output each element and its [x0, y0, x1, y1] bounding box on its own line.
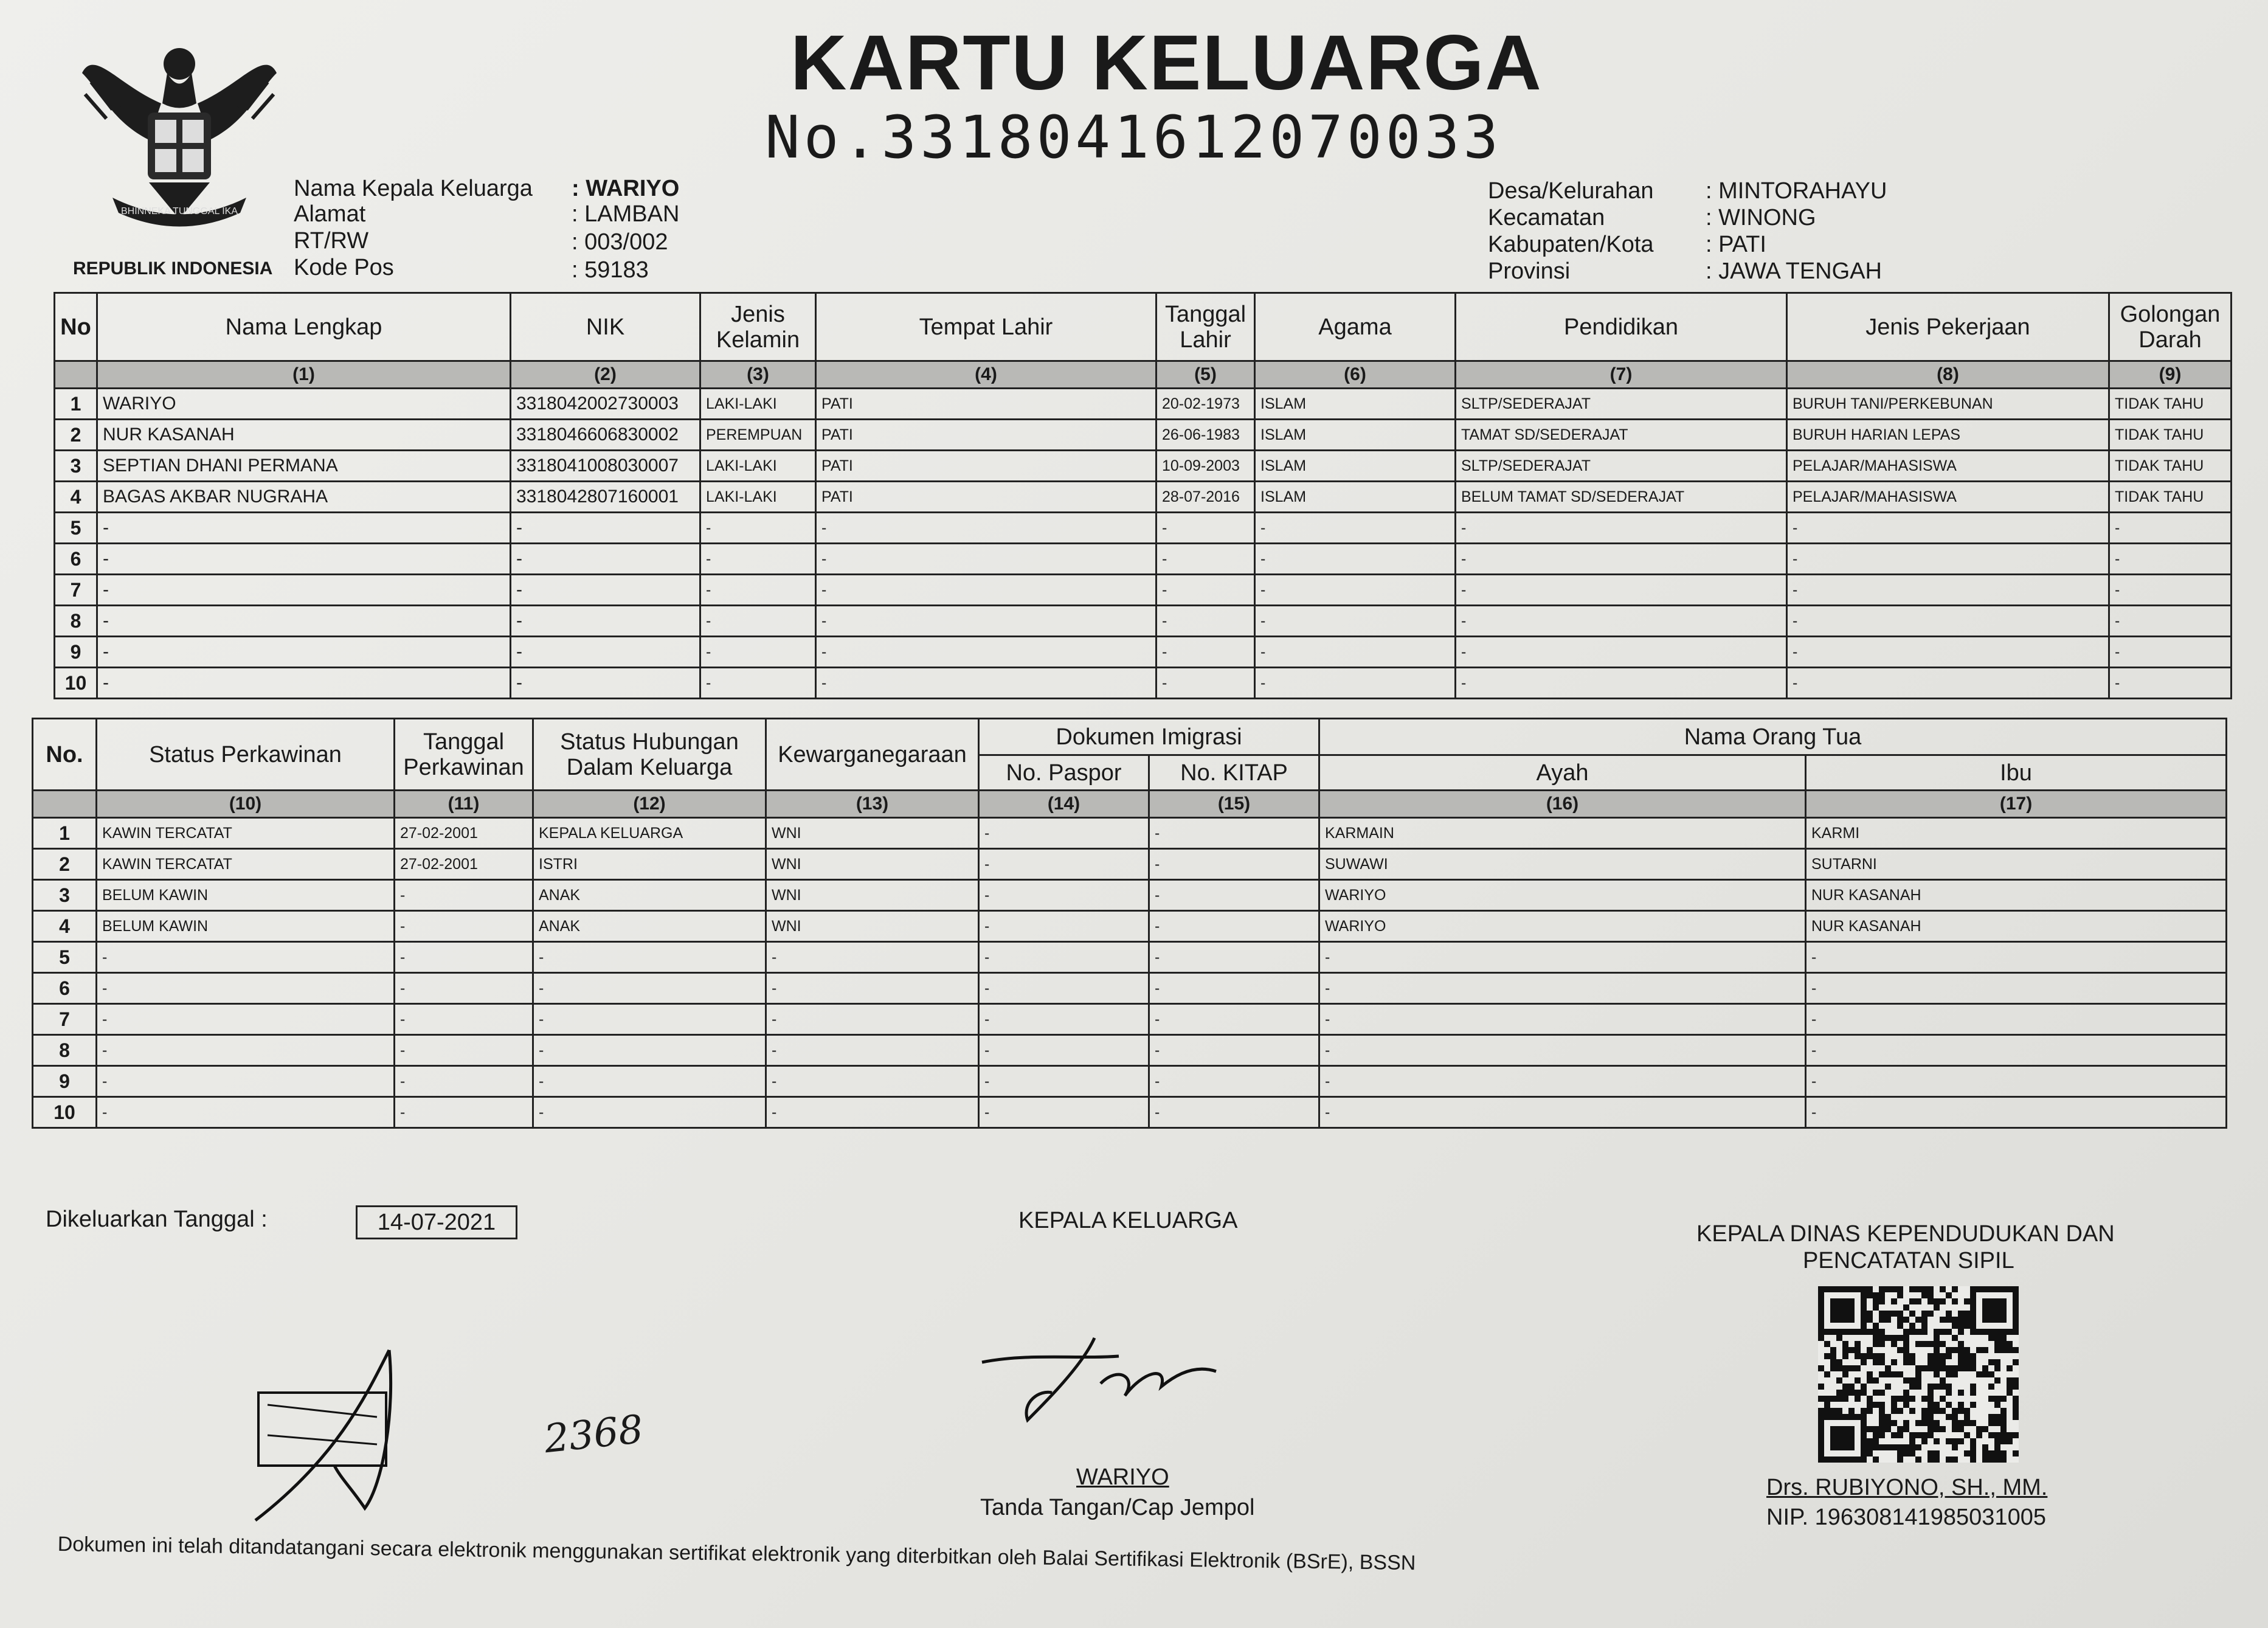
table-cell: -: [1319, 942, 1806, 973]
table-cell: ISLAM: [1255, 420, 1456, 451]
kk-head-caption: Tanda Tangan/Cap Jempol: [980, 1495, 1255, 1520]
table-cell: ISTRI: [533, 849, 766, 880]
table-row: [55, 513, 2232, 544]
members-table-body: [55, 389, 2232, 699]
table-cell: -: [766, 973, 979, 1004]
table-cell: -: [1787, 606, 2109, 637]
header-value: : WINONG: [1706, 205, 1816, 230]
official-nip: NIP. 196308141985031005: [1766, 1505, 2046, 1530]
table-cell: ISLAM: [1255, 389, 1456, 420]
col-header: Jenis Kelamin: [700, 293, 816, 361]
col-header: Tanggal Lahir: [1156, 293, 1255, 361]
table-cell: -: [1149, 818, 1319, 849]
table-cell: -: [1156, 575, 1255, 606]
col-header: Agama: [1255, 293, 1456, 361]
table-cell: -: [1806, 1035, 2227, 1066]
header-value: : 003/002: [572, 229, 668, 255]
col-number: (2): [511, 361, 700, 389]
table-cell: -: [1319, 1004, 1806, 1035]
table-cell: 10-09-2003: [1156, 451, 1255, 482]
table-cell: SUTARNI: [1806, 849, 2227, 880]
table-cell: -: [979, 911, 1149, 942]
row-number: 10: [55, 668, 97, 699]
col-header: Nama Lengkap: [97, 293, 511, 361]
table-cell: -: [1255, 637, 1456, 668]
table-cell: -: [979, 1035, 1149, 1066]
family-status-table: [32, 718, 2227, 1129]
table-cell: -: [816, 575, 1156, 606]
table-cell: -: [1319, 1035, 1806, 1066]
col-header: No: [55, 293, 97, 361]
row-number: 9: [33, 1066, 97, 1097]
table-cell: -: [97, 942, 395, 973]
table-cell: -: [1787, 637, 2109, 668]
table-cell: -: [1255, 606, 1456, 637]
table-cell: -: [1149, 880, 1319, 911]
row-number: 4: [33, 911, 97, 942]
table-cell: WNI: [766, 849, 979, 880]
table-cell: -: [1156, 637, 1255, 668]
table-row: [33, 1035, 2227, 1066]
table-cell: -: [1255, 513, 1456, 544]
table-cell: 3318042807160001: [511, 482, 700, 513]
table-cell: -: [1149, 973, 1319, 1004]
table-cell: -: [1806, 942, 2227, 973]
table-row: [55, 544, 2232, 575]
table-cell: -: [533, 1066, 766, 1097]
table-cell: PELAJAR/MAHASISWA: [1787, 451, 2109, 482]
header-label: Alamat: [294, 201, 366, 227]
table-row: [33, 911, 2227, 942]
table-row: [33, 1004, 2227, 1035]
table-cell: -: [1149, 1004, 1319, 1035]
svg-text:BHINNEKA TUNGGAL IKA: BHINNEKA TUNGGAL IKA: [120, 206, 238, 216]
family-status-table-body: [33, 818, 2227, 1128]
row-number: 3: [55, 451, 97, 482]
table-cell: -: [533, 1035, 766, 1066]
table-cell: TAMAT SD/SEDERAJAT: [1456, 420, 1787, 451]
row-number: 5: [55, 513, 97, 544]
table-cell: BELUM KAWIN: [97, 880, 395, 911]
table-cell: -: [1787, 513, 2109, 544]
table-cell: PATI: [816, 451, 1156, 482]
col-header: Ayah: [1319, 755, 1806, 791]
table-cell: KARMAIN: [1319, 818, 1806, 849]
col-number: (9): [2109, 361, 2232, 389]
col-header: Ibu: [1806, 755, 2227, 791]
kk-head-name: WARIYO: [1076, 1464, 1169, 1490]
row-number: 1: [33, 818, 97, 849]
col-header: Kewarganegaraan: [766, 719, 979, 791]
table-cell: -: [1787, 668, 2109, 699]
table-cell: -: [700, 513, 816, 544]
header-label: RT/RW: [294, 228, 369, 254]
table-cell: -: [766, 1004, 979, 1035]
col-header: Tanggal Perkawinan: [395, 719, 533, 791]
table-cell: WARIYO: [1319, 880, 1806, 911]
col-number: (15): [1149, 791, 1319, 818]
table-cell: TIDAK TAHU: [2109, 389, 2232, 420]
table-cell: 26-06-1983: [1156, 420, 1255, 451]
table-row: [33, 1097, 2227, 1128]
row-number: 3: [33, 880, 97, 911]
table-row: [33, 880, 2227, 911]
col-number: (7): [1456, 361, 1787, 389]
table-cell: -: [1255, 544, 1456, 575]
table-cell: BELUM TAMAT SD/SEDERAJAT: [1456, 482, 1787, 513]
table-cell: -: [2109, 575, 2232, 606]
table-cell: -: [1456, 606, 1787, 637]
table-cell: -: [395, 1097, 533, 1128]
header-label: Kecamatan: [1488, 205, 1605, 230]
table-cell: -: [97, 544, 511, 575]
members-table: [54, 292, 2232, 699]
table-cell: -: [816, 606, 1156, 637]
table-cell: KAWIN TERCATAT: [97, 849, 395, 880]
table-cell: -: [1156, 513, 1255, 544]
table-cell: -: [1255, 575, 1456, 606]
table-cell: -: [1319, 1066, 1806, 1097]
table-cell: -: [1149, 1097, 1319, 1128]
table-cell: -: [766, 942, 979, 973]
table-cell: -: [2109, 513, 2232, 544]
qr-code-icon: [1818, 1286, 2019, 1463]
table-cell: -: [700, 637, 816, 668]
table-cell: -: [816, 668, 1156, 699]
table-cell: -: [979, 849, 1149, 880]
table-cell: -: [816, 513, 1156, 544]
official-name: Drs. RUBIYONO, SH., MM.: [1766, 1475, 2048, 1500]
col-number: [55, 361, 97, 389]
issued-label: Dikeluarkan Tanggal :: [46, 1207, 268, 1232]
table-cell: -: [816, 544, 1156, 575]
table-cell: -: [979, 880, 1149, 911]
table-cell: -: [766, 1066, 979, 1097]
table-cell: -: [1456, 668, 1787, 699]
table-cell: -: [395, 911, 533, 942]
table-cell: -: [97, 1035, 395, 1066]
col-number: (10): [97, 791, 395, 818]
table-cell: -: [511, 668, 700, 699]
table-row: [33, 818, 2227, 849]
kk-number: No.3318041612070033: [765, 103, 1502, 171]
col-number: (1): [97, 361, 511, 389]
table-row: [55, 451, 2232, 482]
table-cell: -: [533, 942, 766, 973]
table-cell: KEPALA KELUARGA: [533, 818, 766, 849]
table-cell: PATI: [816, 389, 1156, 420]
table-cell: WARIYO: [1319, 911, 1806, 942]
table-cell: TIDAK TAHU: [2109, 420, 2232, 451]
table-cell: NUR KASANAH: [1806, 911, 2227, 942]
table-cell: -: [816, 637, 1156, 668]
table-cell: KARMI: [1806, 818, 2227, 849]
table-cell: -: [97, 1097, 395, 1128]
table-cell: -: [395, 1004, 533, 1035]
table-cell: WARIYO: [97, 389, 511, 420]
col-header: No. Paspor: [979, 755, 1149, 791]
table-cell: ANAK: [533, 880, 766, 911]
header-value: : PATI: [1706, 232, 1766, 257]
table-cell: -: [979, 1066, 1149, 1097]
table-cell: -: [1156, 544, 1255, 575]
table-cell: -: [700, 668, 816, 699]
table-cell: -: [700, 606, 816, 637]
table-cell: BELUM KAWIN: [97, 911, 395, 942]
table-cell: ANAK: [533, 911, 766, 942]
official-title-1: KEPALA DINAS KEPENDUDUKAN DAN: [1696, 1221, 2115, 1247]
table-cell: -: [979, 818, 1149, 849]
header-value: : 59183: [572, 257, 649, 283]
table-cell: -: [97, 668, 511, 699]
table-cell: KAWIN TERCATAT: [97, 818, 395, 849]
col-number: (11): [395, 791, 533, 818]
document-title: KARTU KELUARGA: [790, 19, 1543, 106]
issued-date: 14-07-2021: [356, 1205, 517, 1239]
table-cell: 20-02-1973: [1156, 389, 1255, 420]
table-row: [55, 420, 2232, 451]
table-cell: -: [1319, 973, 1806, 1004]
table-cell: -: [1806, 1066, 2227, 1097]
table-cell: -: [979, 1097, 1149, 1128]
table-row: [33, 849, 2227, 880]
table-cell: -: [2109, 637, 2232, 668]
col-number: (17): [1806, 791, 2227, 818]
table-cell: -: [1806, 1097, 2227, 1128]
col-number: (8): [1787, 361, 2109, 389]
col-header: Pendidikan: [1456, 293, 1787, 361]
emblem-caption: REPUBLIK INDONESIA: [73, 258, 273, 279]
table-cell: -: [1149, 911, 1319, 942]
table-cell: LAKI-LAKI: [700, 482, 816, 513]
table-cell: -: [766, 1097, 979, 1128]
table-row: [55, 606, 2232, 637]
table-cell: -: [1156, 668, 1255, 699]
table-cell: -: [2109, 668, 2232, 699]
col-header: No.: [33, 719, 97, 791]
table-cell: -: [1149, 1066, 1319, 1097]
table-cell: -: [1149, 849, 1319, 880]
table-row: [55, 637, 2232, 668]
table-cell: -: [1456, 513, 1787, 544]
table-cell: BURUH HARIAN LEPAS: [1787, 420, 2109, 451]
header-label: Kode Pos: [294, 255, 394, 280]
table-row: [55, 389, 2232, 420]
table-row: [33, 942, 2227, 973]
row-number: 4: [55, 482, 97, 513]
table-cell: -: [511, 513, 700, 544]
table-row: [33, 1066, 2227, 1097]
col-number: (5): [1156, 361, 1255, 389]
table-cell: -: [979, 973, 1149, 1004]
table-cell: -: [1787, 544, 2109, 575]
table-cell: -: [97, 575, 511, 606]
table-cell: -: [1806, 1004, 2227, 1035]
header-value: : MINTORAHAYU: [1706, 178, 1887, 204]
table-cell: -: [1149, 942, 1319, 973]
table-cell: -: [1149, 1035, 1319, 1066]
table-cell: -: [511, 575, 700, 606]
row-number: 8: [33, 1035, 97, 1066]
col-header: Jenis Pekerjaan: [1787, 293, 2109, 361]
col-number: (4): [816, 361, 1156, 389]
row-number: 10: [33, 1097, 97, 1128]
col-header: Nama Orang Tua: [1319, 719, 2227, 755]
col-number: (6): [1255, 361, 1456, 389]
table-cell: -: [511, 544, 700, 575]
table-row: [55, 482, 2232, 513]
table-row: [33, 973, 2227, 1004]
table-cell: 3318041008030007: [511, 451, 700, 482]
row-number: 7: [55, 575, 97, 606]
col-header: NIK: [511, 293, 700, 361]
table-cell: NUR KASANAH: [97, 420, 511, 451]
table-cell: LAKI-LAKI: [700, 389, 816, 420]
table-cell: -: [97, 1004, 395, 1035]
kk-head-signature-icon: [973, 1329, 1228, 1450]
col-header: No. KITAP: [1149, 755, 1319, 791]
col-header: Golongan Darah: [2109, 293, 2232, 361]
table-cell: 27-02-2001: [395, 818, 533, 849]
table-cell: -: [2109, 544, 2232, 575]
header-value: : LAMBAN: [572, 201, 680, 227]
table-cell: -: [1255, 668, 1456, 699]
table-cell: -: [1806, 973, 2227, 1004]
header-value: : JAWA TENGAH: [1706, 258, 1882, 284]
table-cell: PATI: [816, 482, 1156, 513]
table-cell: TIDAK TAHU: [2109, 482, 2232, 513]
table-cell: PELAJAR/MAHASISWA: [1787, 482, 2109, 513]
table-cell: WNI: [766, 880, 979, 911]
table-cell: WNI: [766, 818, 979, 849]
table-cell: -: [1456, 575, 1787, 606]
col-header: Tempat Lahir: [816, 293, 1156, 361]
table-cell: SLTP/SEDERAJAT: [1456, 451, 1787, 482]
table-cell: ISLAM: [1255, 482, 1456, 513]
table-cell: SLTP/SEDERAJAT: [1456, 389, 1787, 420]
header-label: Nama Kepala Keluarga: [294, 176, 533, 201]
table-cell: -: [766, 1035, 979, 1066]
header-label: Desa/Kelurahan: [1488, 178, 1654, 204]
col-number: (12): [533, 791, 766, 818]
table-cell: -: [97, 973, 395, 1004]
col-number: (13): [766, 791, 979, 818]
row-number: 7: [33, 1004, 97, 1035]
row-number: 2: [55, 420, 97, 451]
esign-note: Dokumen ini telah ditandatangani secara elektronik menggunakan sertifikat elektronik yang diterbitkan oleh Balai Sertifikasi Elektronik (BSrE), BSSN: [57, 1533, 1416, 1575]
table-cell: -: [700, 544, 816, 575]
table-cell: -: [1787, 575, 2109, 606]
table-cell: WNI: [766, 911, 979, 942]
table-cell: -: [533, 1097, 766, 1128]
row-number: 5: [33, 942, 97, 973]
table-cell: TIDAK TAHU: [2109, 451, 2232, 482]
header-label: Provinsi: [1488, 258, 1571, 284]
table-cell: -: [1156, 606, 1255, 637]
table-cell: PEREMPUAN: [700, 420, 816, 451]
table-cell: -: [395, 1066, 533, 1097]
kk-head-title: KEPALA KELUARGA: [1018, 1208, 1238, 1233]
table-cell: -: [97, 513, 511, 544]
table-cell: 27-02-2001: [395, 849, 533, 880]
table-cell: -: [700, 575, 816, 606]
table-cell: -: [2109, 606, 2232, 637]
garuda-emblem-icon: [76, 36, 283, 237]
table-cell: -: [533, 1004, 766, 1035]
table-cell: NUR KASANAH: [1806, 880, 2227, 911]
header-value: : WARIYO: [572, 176, 680, 201]
table-cell: BURUH TANI/PERKEBUNAN: [1787, 389, 2109, 420]
row-number: 6: [33, 973, 97, 1004]
table-cell: 3318046606830002: [511, 420, 700, 451]
official-title-2: PENCATATAN SIPIL: [1803, 1248, 2014, 1273]
col-header: Status Perkawinan: [97, 719, 395, 791]
table-cell: 3318042002730003: [511, 389, 700, 420]
table-row: [55, 668, 2232, 699]
row-number: 8: [55, 606, 97, 637]
col-header: Status Hubungan Dalam Keluarga: [533, 719, 766, 791]
table-cell: -: [511, 637, 700, 668]
col-number: [33, 791, 97, 818]
table-cell: -: [1319, 1097, 1806, 1128]
handwritten-number: 2368: [542, 1407, 646, 1463]
table-cell: LAKI-LAKI: [700, 451, 816, 482]
table-cell: -: [979, 1004, 1149, 1035]
row-number: 9: [55, 637, 97, 668]
table-cell: -: [533, 973, 766, 1004]
table-cell: ISLAM: [1255, 451, 1456, 482]
table-cell: -: [511, 606, 700, 637]
col-number: (16): [1319, 791, 1806, 818]
table-cell: PATI: [816, 420, 1156, 451]
header-label: Kabupaten/Kota: [1488, 232, 1654, 257]
col-number: (3): [700, 361, 816, 389]
row-number: 1: [55, 389, 97, 420]
row-number: 6: [55, 544, 97, 575]
col-number: (14): [979, 791, 1149, 818]
table-cell: -: [979, 942, 1149, 973]
table-cell: -: [1456, 637, 1787, 668]
table-cell: -: [395, 1035, 533, 1066]
table-cell: SEPTIAN DHANI PERMANA: [97, 451, 511, 482]
col-header: Dokumen Imigrasi: [979, 719, 1319, 755]
table-row: [55, 575, 2232, 606]
table-cell: 28-07-2016: [1156, 482, 1255, 513]
table-cell: BAGAS AKBAR NUGRAHA: [97, 482, 511, 513]
table-cell: -: [395, 973, 533, 1004]
table-cell: -: [395, 942, 533, 973]
handwritten-signature-icon: [243, 1338, 438, 1533]
table-cell: SUWAWI: [1319, 849, 1806, 880]
table-cell: -: [97, 1066, 395, 1097]
table-cell: -: [97, 637, 511, 668]
table-cell: -: [1456, 544, 1787, 575]
row-number: 2: [33, 849, 97, 880]
table-cell: -: [395, 880, 533, 911]
table-cell: -: [97, 606, 511, 637]
